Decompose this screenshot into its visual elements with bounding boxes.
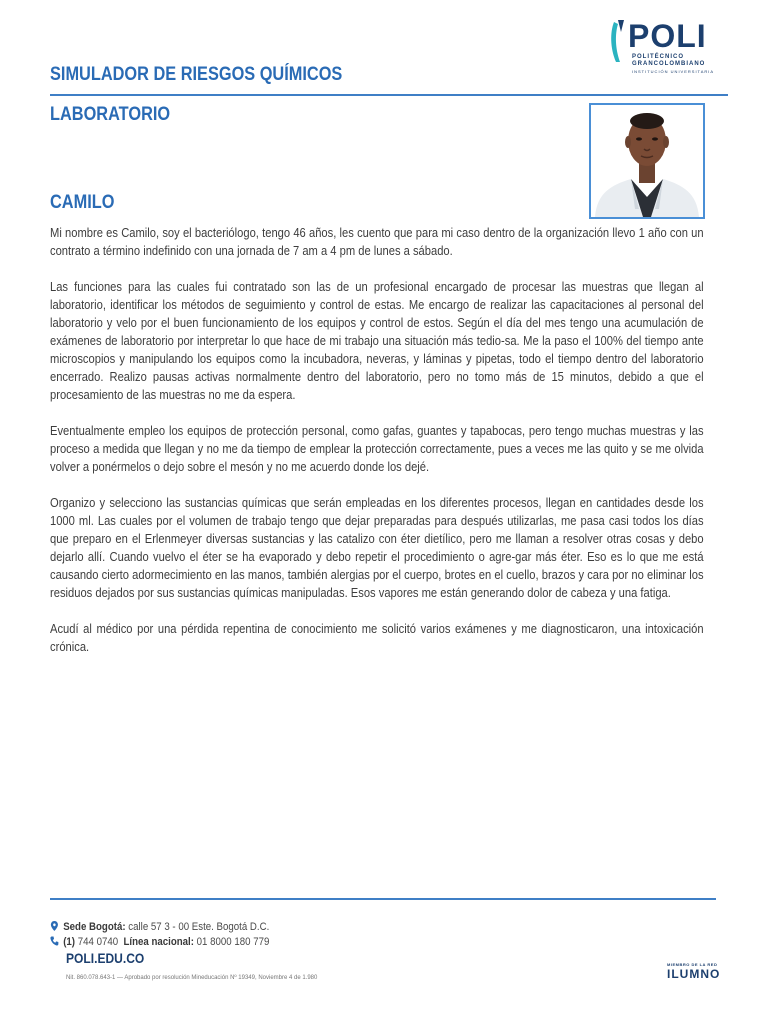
footer-address <box>50 920 402 935</box>
person-avatar-icon <box>591 105 703 217</box>
phone-icon <box>50 936 59 946</box>
sede-value: calle 57 3 - 00 Este. Bogotá D.C. <box>128 921 270 933</box>
logo-line-1: POLITÉCNICO <box>632 54 685 60</box>
header-divider <box>50 94 728 96</box>
sede-label: Sede Bogotá: <box>63 921 126 933</box>
network-name: ILUMNO <box>667 967 721 981</box>
logo-line-2: GRANCOLOMBIANO <box>632 61 706 67</box>
poli-mark-icon <box>608 18 628 74</box>
poli-logo <box>608 18 718 78</box>
story-body <box>50 224 704 674</box>
logo-line-3: INSTITUCIÓN UNIVERSITARIA <box>632 69 715 74</box>
network-label: MIEMBRO DE LA RED <box>667 962 718 967</box>
location-pin-icon <box>50 921 59 931</box>
section-title: LABORATORIO <box>50 104 171 125</box>
paragraph-chemicals: Organizo y selecciono las sustancias químicas que serán empleadas en los diferentes procesos, llegan en cantidades desde los 1000 ml. Las cuales por el volumen de trabajo tengo que dejar preparadas para después utilizarlas, me pasa casi todos los días que preparo en el Erlenmeyer diversas sustancias y las catalizo con éter dietílico, pero me llaman a resolver otras cosas y debo dejarlo allí. Cuando vuelvo el éter se ha evaporado y debo repetir el procedimiento o agre-gar más éter. Eso es lo que me está causando cierto adormecimiento en las manos, también alergias por el cuerpo, brotes en el cuello, brazos y cara por no eliminar los residuos dejados por sus sustancias químicas manipuladas. Esos vapores me están generando dolor de cabeza y una fatiga. <box>50 495 704 600</box>
national-value: 01 8000 180 779 <box>196 936 270 948</box>
paragraph-protection: Eventualmente empleo los equipos de protección personal, como gafas, guantes y tapabocas, pero tengo muchas muestras y las proceso a medida que llegan y no me da tiempo de emplear la protección correctamente, pues a veces me las quito y se me olvida volver a ponérmelos o dejo sobre el mesón y no me acuerdo donde los dejé. <box>50 423 704 474</box>
paragraph-intro: Mi nombre es Camilo, soy el bacteriólogo, tengo 46 años, les cuento que para mi caso dentro de la organización llevo 1 año con un contrato a término indefinido con una jornada de 7 am a 4 pm de lunes a sábado. <box>50 225 704 258</box>
logo-word: POLI <box>628 18 707 54</box>
paragraph-functions: Las funciones para las cuales fui contratado son las de un profesional encargado de procesar las muestras que llegan al laboratorio, identificar los métodos de seguimiento y control de estas. Me encargo de realizar las capacitaciones al personal del laboratorio y velo por el buen funcionamiento de los equipos y control de estos. Según el día del mes tengo una acumulación de exámenes de laboratorio por interpretar lo que hace de mi trabajo una situación más tedio-sa. Me la paso el 100% del tiempo ante microscopios y manipulando los equipos como la incubadora, neveras, y láminas y pipetas, todo el tiempo dentro del laboratorio encerrado. Realizo pausas activas normalmente dentro del laboratorio, pero no tomo más de 15 minutos, debido a que el procesamiento de las muestras no me da espera. <box>50 279 704 402</box>
website-link[interactable]: POLI.EDU.CO <box>66 950 145 966</box>
national-label: Línea nacional: <box>123 936 194 948</box>
character-name: CAMILO <box>50 192 115 213</box>
phone-value: 744 0740 <box>77 936 119 948</box>
paragraph-diagnosis: Acudí al médico por una pérdida repentina de conocimiento me solicitó varios exámenes y me diagnosticaron, una intoxicación crónica. <box>50 621 704 654</box>
ilumno-logo <box>667 962 727 981</box>
phone-prefix: (1) <box>63 936 76 948</box>
footer-phones <box>50 935 402 950</box>
legal-text: Nit. 860.078.643-1 — Aprobado por resolución Mineducación Nº 19349, Noviembre 4 de 1.980 <box>66 975 318 981</box>
character-portrait <box>589 103 705 219</box>
footer-contact <box>50 920 450 950</box>
footer-divider <box>50 898 716 900</box>
page-title: SIMULADOR DE RIESGOS QUÍMICOS <box>50 64 343 85</box>
